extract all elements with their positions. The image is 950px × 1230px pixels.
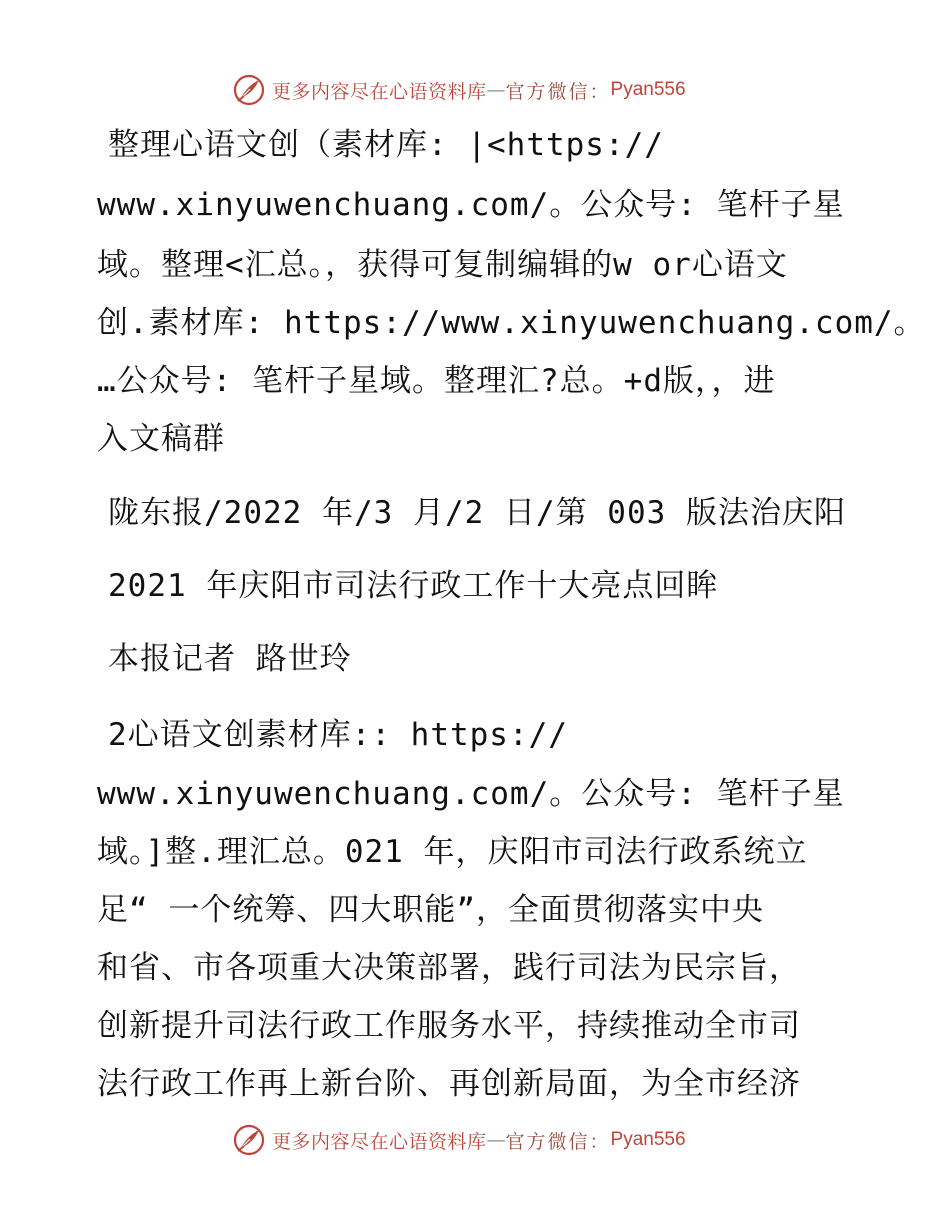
body-line: 创新提升司法行政工作服务水平，持续推动全市司: [97, 1008, 801, 1044]
body-line: …公众号: 笔杆子星域。整理汇?总。+d版，，进: [97, 363, 776, 399]
wechat-label: 官方微信：: [505, 1130, 611, 1153]
body-line: 入文稿群: [97, 421, 225, 457]
body-line: 法行政工作再上新台阶、再创新局面，为全市经济: [97, 1066, 801, 1102]
footer-banner: [232, 1120, 712, 1160]
body-line: 域。整理<汇总。，获得可复制编辑的w or心语文: [97, 247, 788, 283]
banner-text: 更多内容尽在心语资料库: [272, 80, 487, 103]
quill-logo-icon: [232, 73, 266, 107]
wechat-label: 官方微信：: [505, 80, 611, 103]
body-line: 创.素材库: https://www.xinyuwenchuang.com/。: [97, 305, 926, 341]
wechat-id: Pyan556: [610, 1129, 686, 1150]
banner-dash: —: [486, 1129, 506, 1151]
wechat-id: Pyan556: [610, 79, 686, 100]
body-line: 足“ 一个统筹、四大职能”，全面贯彻落实中央: [97, 892, 764, 928]
quill-logo-icon: [232, 1123, 266, 1157]
body-line: 2心语文创素材库:: https://: [108, 717, 568, 753]
body-line: 和省、市各项重大决策部署，践行司法为民宗旨，: [97, 950, 801, 986]
source-line: 陇东报/2022 年/3 月/2 日/第 003 版法治庆阳: [108, 495, 846, 531]
header-banner: [232, 70, 712, 110]
banner-text: 更多内容尽在心语资料库: [272, 1130, 487, 1153]
article-title: 2021 年庆阳市司法行政工作十大亮点回眸: [108, 568, 719, 604]
body-line: www.xinyuwenchuang.com/。公众号: 笔杆子星: [97, 187, 845, 223]
body-line: 整理心语文创（素材库: |<https://: [108, 127, 664, 163]
author-line: 本报记者 路世玲: [108, 641, 352, 677]
body-line: www.xinyuwenchuang.com/。公众号: 笔杆子星: [97, 776, 845, 812]
banner-dash: —: [486, 79, 506, 101]
body-line: 域。]整.理汇总。021 年，庆阳市司法行政系统立: [97, 834, 808, 870]
